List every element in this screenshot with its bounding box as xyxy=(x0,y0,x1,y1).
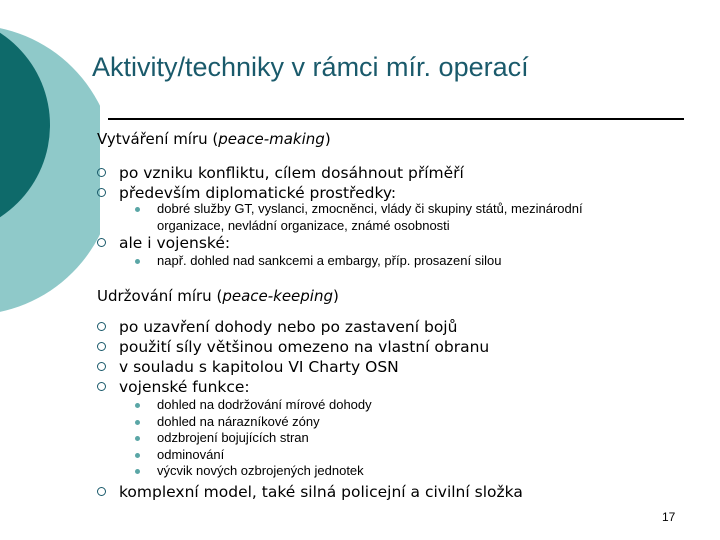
list-item xyxy=(97,377,250,397)
list-item-text: komplexní model, také silná policejní a civilní složka xyxy=(119,483,523,501)
sub-list-item-text: dobré služby GT, vyslanci, zmocněnci, vlády či skupiny států, mezinárodní xyxy=(157,201,583,216)
list-item-text: především diplomatické prostředky: xyxy=(119,184,397,202)
list-item xyxy=(97,163,464,183)
list-item xyxy=(97,357,399,377)
circle-bullet-icon xyxy=(97,382,106,391)
sub-list-item-text: dohled na dodržování mírové dohody xyxy=(157,397,372,412)
dot-bullet-icon xyxy=(135,469,140,474)
sub-list-item xyxy=(135,447,224,464)
heading-text: Vytváření míru ( xyxy=(97,130,219,148)
heading-text: ) xyxy=(324,130,331,148)
heading-text: ) xyxy=(333,287,339,305)
list-item-text: vojenské funkce: xyxy=(119,378,250,396)
circle-bullet-icon xyxy=(97,168,106,177)
circle-bullet-icon xyxy=(97,487,106,496)
list-item xyxy=(97,482,523,502)
circle-bullet-icon xyxy=(97,342,106,351)
list-item-text: v souladu s kapitolou VI Charty OSN xyxy=(119,358,399,376)
sub-list-item-text: výcvik nových ozbrojených jednotek xyxy=(157,463,364,478)
heading-italic: peace-keeping xyxy=(222,287,334,305)
list-item xyxy=(97,317,457,337)
sub-list-item-text: např. dohled nad sankcemi a embargy, příp. prosazení silou xyxy=(157,253,502,268)
sub-list-item xyxy=(135,397,372,414)
title-divider xyxy=(108,118,684,120)
sub-list-item-text: dohled na nárazníkové zóny xyxy=(157,413,320,429)
sub-list-item-text: odzbrojení bojujících stran xyxy=(157,430,309,445)
section-heading-peace-keeping xyxy=(97,287,339,305)
sub-list-item xyxy=(135,430,309,447)
sub-list-item xyxy=(135,463,364,480)
circle-bullet-icon xyxy=(97,362,106,371)
dot-bullet-icon xyxy=(135,259,140,264)
sub-list-item xyxy=(135,253,501,270)
circle-bullet-icon xyxy=(97,322,106,331)
section-heading-peace-making xyxy=(97,130,331,148)
circle-bullet-icon xyxy=(97,238,106,247)
decorative-circles xyxy=(0,0,100,540)
slide-title: Aktivity/techniky v rámci mír. operací xyxy=(92,52,529,82)
list-item-text: ale i vojenské: xyxy=(119,234,231,252)
list-item xyxy=(97,183,396,203)
sub-list-item xyxy=(135,201,583,234)
list-item-text: použití síly většinou omezeno na vlastní obranu xyxy=(119,338,490,356)
dot-bullet-icon xyxy=(135,436,140,441)
heading-italic: peace-making xyxy=(218,130,325,148)
sub-list-item xyxy=(135,414,320,431)
list-item-text: po uzavření dohody nebo po zastavení bojů xyxy=(119,318,458,336)
list-item xyxy=(97,233,230,253)
dot-bullet-icon xyxy=(135,453,140,458)
list-item xyxy=(97,337,489,357)
heading-text: Udržování míru ( xyxy=(97,287,223,305)
sub-list-item-text: odminování xyxy=(157,446,225,462)
dot-bullet-icon xyxy=(135,420,140,425)
circle-bullet-icon xyxy=(97,188,106,197)
dot-bullet-icon xyxy=(135,207,140,212)
list-item-text: po vzniku konfliktu, cílem dosáhnout příměří xyxy=(119,164,464,182)
page-number: 17 xyxy=(662,510,676,524)
sub-list-item-text: organizace, nevládní organizace, známé osobnosti xyxy=(157,217,450,233)
dot-bullet-icon xyxy=(135,403,140,408)
